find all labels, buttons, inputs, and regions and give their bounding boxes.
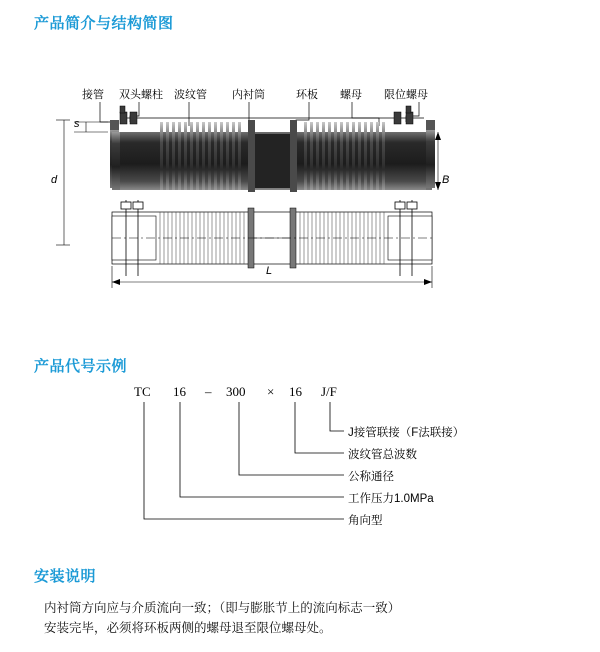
callout-label-nut: 螺母: [340, 89, 362, 101]
dimension-label-B: B: [442, 174, 450, 186]
install-line-1: 内衬筒方向应与介质流向一致；（即与膨胀节上的流向标志一致）: [44, 601, 401, 615]
callout-label-bellows: 波纹管: [174, 89, 207, 101]
code-token-dash: –: [205, 384, 212, 399]
page-title-code: 产品代号示例: [34, 358, 128, 375]
code-token-connection: J/F: [321, 384, 337, 399]
callout-label-limit-nut: 限位螺母: [384, 89, 428, 101]
callout-label-liner: 内衬筒: [232, 89, 265, 101]
install-instructions: [44, 598, 564, 638]
callout-label-ring-plate: 环板: [296, 89, 318, 101]
dimension-label-L: L: [266, 265, 273, 277]
code-desc-pressure: 工作压力1.0MPa: [348, 493, 434, 505]
code-token-series: TC: [134, 384, 151, 399]
page-title-intro: 产品简介与结构简图: [34, 15, 174, 32]
dimension-label-s: s: [74, 118, 80, 130]
structure-diagram: [34, 60, 570, 290]
install-line-2: 安装完毕，必须将环板两侧的螺母退至限位螺母处。: [44, 621, 332, 635]
code-leader-lines: [34, 378, 570, 538]
code-token-waves: 16: [289, 384, 302, 399]
page-title-install: 安装说明: [34, 568, 97, 585]
callout-label-pipe: 接管: [82, 89, 104, 101]
code-token-diameter: 300: [226, 384, 246, 399]
code-example-diagram: [34, 378, 570, 538]
code-token-pressure: 16: [173, 384, 186, 399]
code-desc-type: 角向型: [348, 515, 383, 527]
code-token-times: ×: [267, 384, 275, 399]
dimension-label-d: d: [51, 174, 58, 186]
code-desc-diameter: 公称通径: [348, 471, 394, 483]
code-desc-waves: 波纹管总波数: [348, 449, 417, 461]
callout-label-stud: 双头螺柱: [119, 89, 163, 101]
code-desc-connection: J接管联接（F法联接）: [348, 427, 465, 439]
